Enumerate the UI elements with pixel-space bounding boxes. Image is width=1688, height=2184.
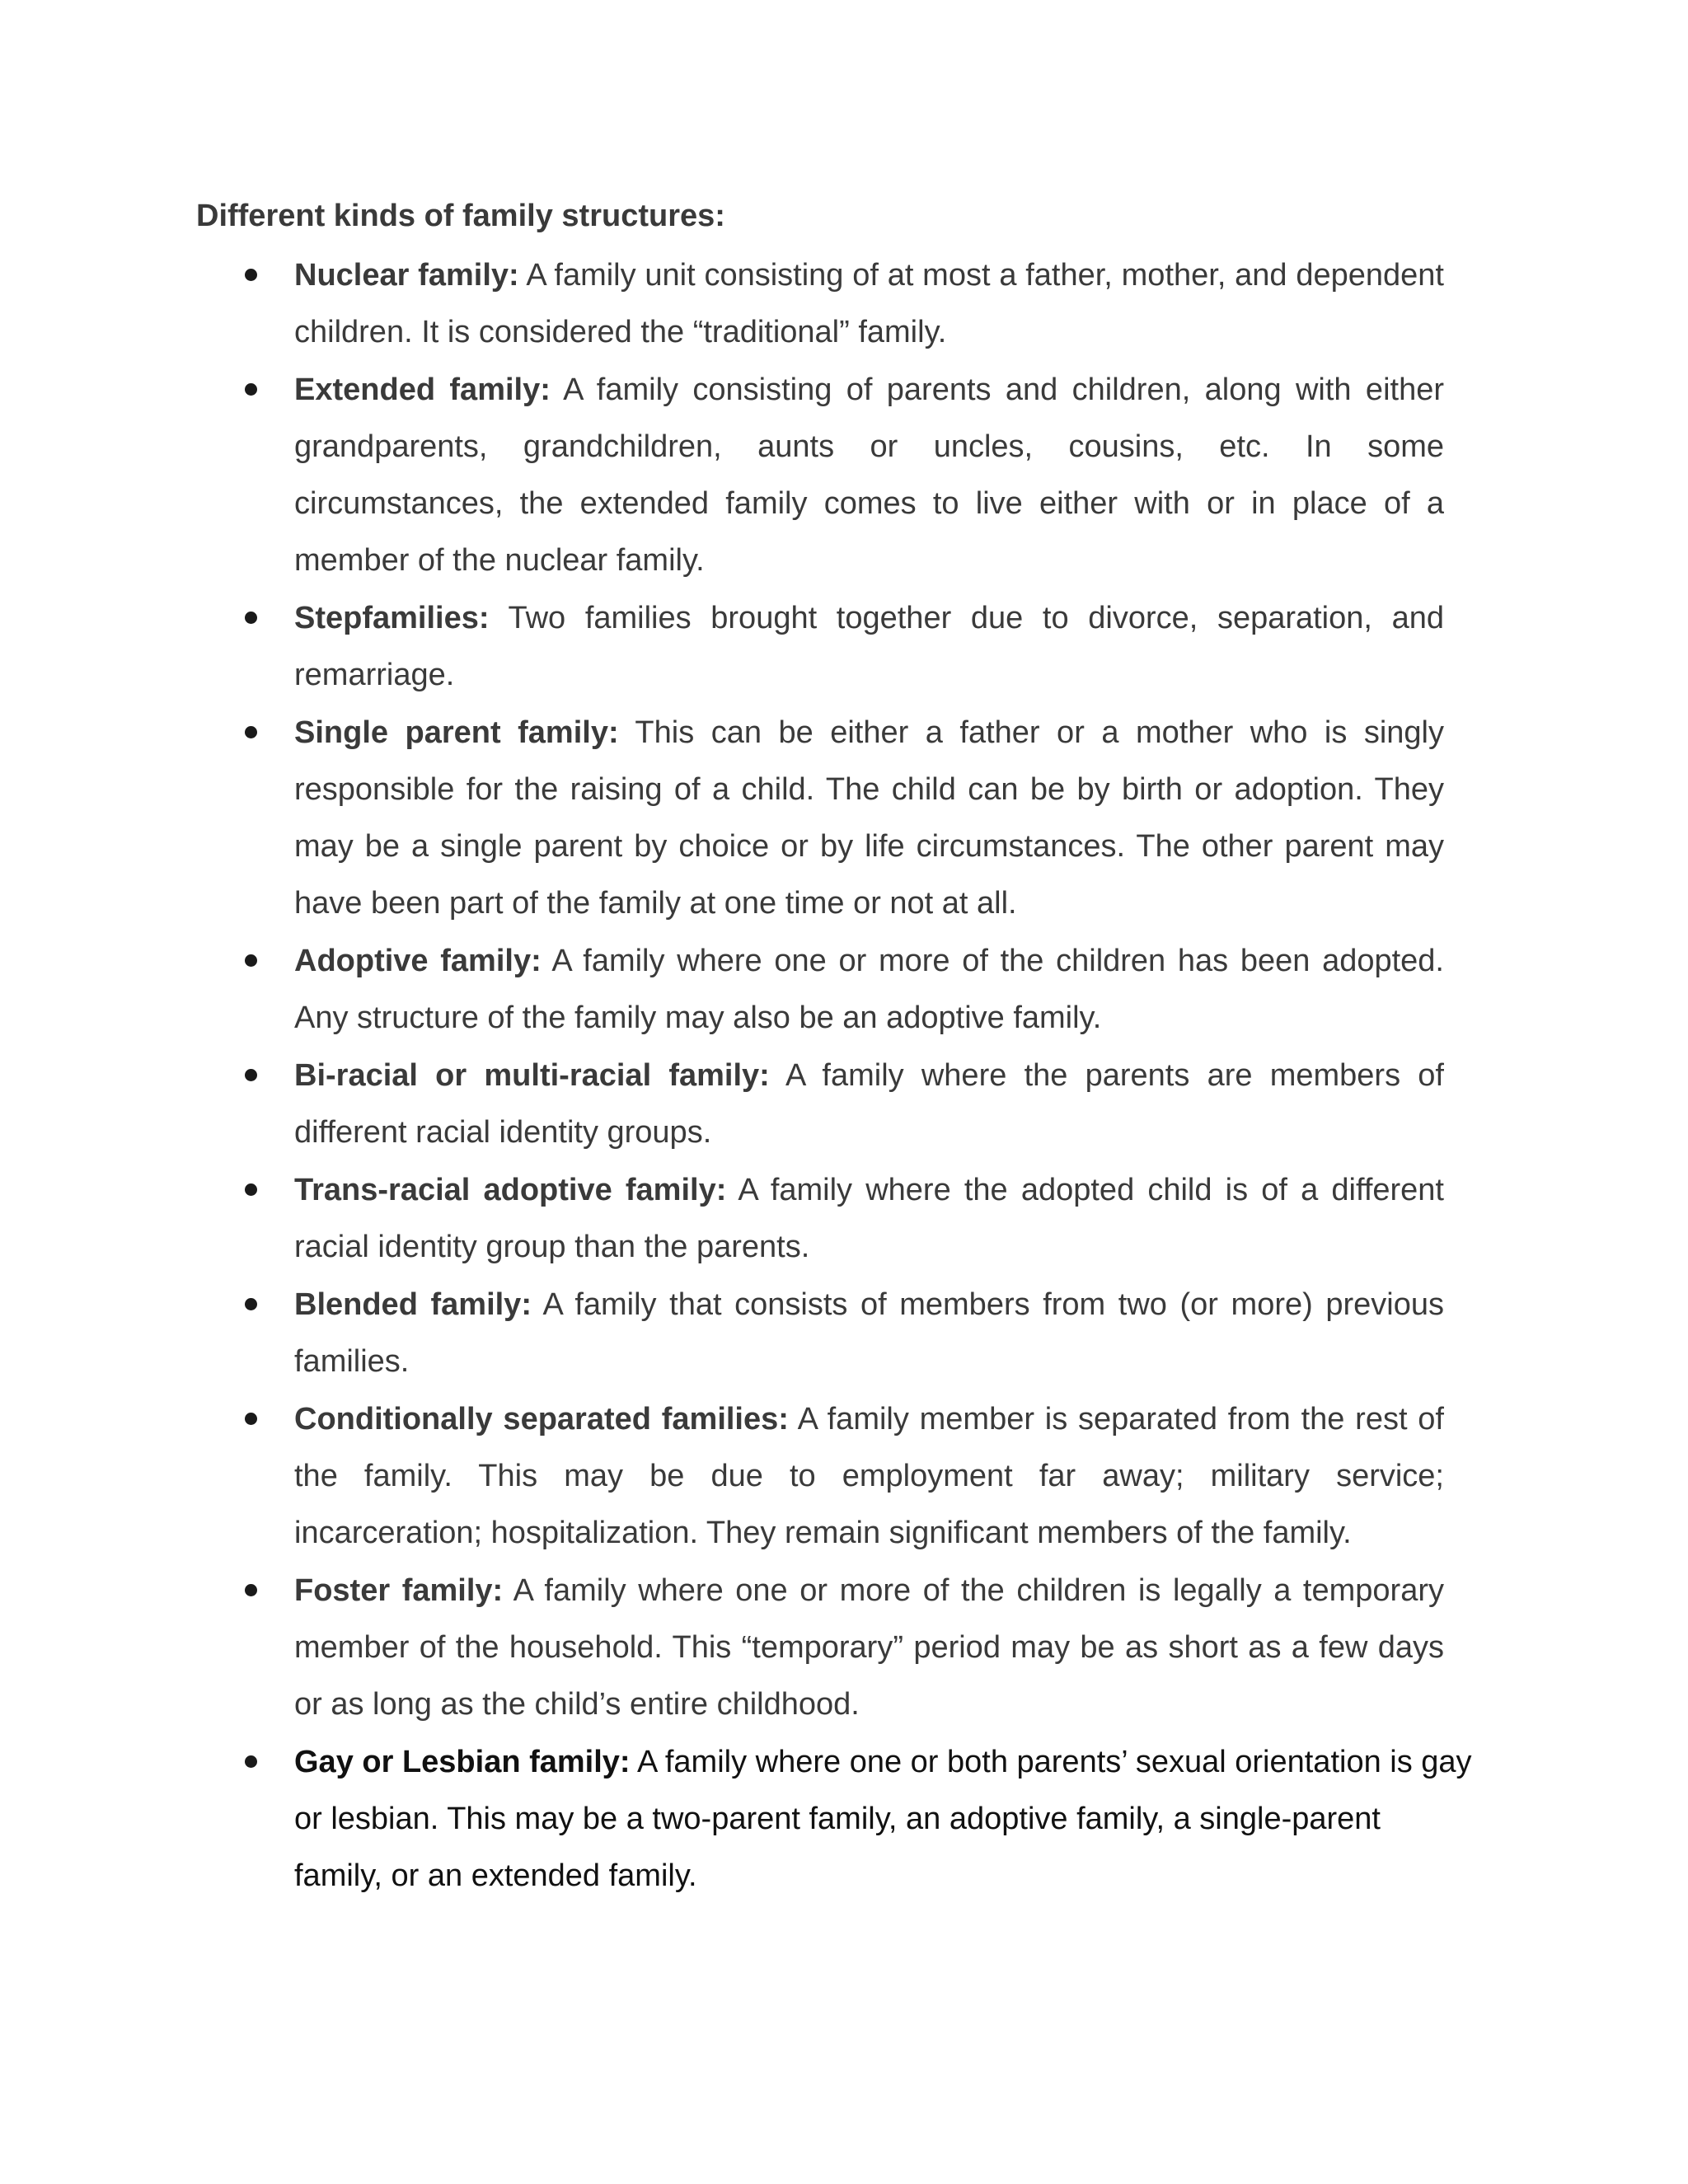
item-description: A family where the parents are members of different racial identity groups. — [294, 1058, 1444, 1150]
item-description: A family that consists of members from two (or more) previous families. — [294, 1287, 1444, 1379]
item-term: Gay or Lesbian family: — [294, 1745, 631, 1779]
bullet-icon — [245, 1755, 257, 1768]
list-item-biracial-family — [0, 1047, 1444, 1161]
item-term: Trans-racial adoptive family: — [294, 1173, 727, 1207]
item-description: A family where one or more of the children is legally a temporary member of the household. This “temporary” period may be as short as a few days or as long as the child’s entire childhood. — [294, 1573, 1444, 1722]
item-description: A family unit consisting of at most a father, mother, and dependent children. It is considered the “traditional” family. — [294, 258, 1444, 349]
family-structures-list — [0, 247, 1688, 1905]
bullet-icon — [245, 383, 257, 396]
item-term: Adoptive family: — [294, 944, 542, 978]
bullet-icon — [245, 1413, 257, 1425]
bullet-icon — [245, 1183, 257, 1196]
item-description: Two families brought together due to divorce, separation, and remarriage. — [294, 601, 1444, 692]
bullet-icon — [245, 1069, 257, 1081]
item-term: Foster family: — [294, 1573, 504, 1608]
item-term: Bi-racial or multi-racial family: — [294, 1058, 770, 1093]
bullet-icon — [245, 726, 257, 738]
list-item-stepfamilies — [0, 590, 1444, 704]
item-term: Stepfamilies: — [294, 601, 490, 635]
list-item-gay-or-lesbian-family — [0, 1734, 1473, 1905]
bullet-icon — [245, 269, 257, 281]
item-term: Extended family: — [294, 373, 551, 407]
bullet-icon — [245, 954, 257, 967]
list-item-conditionally-separated-families — [0, 1391, 1444, 1562]
item-description: A family consisting of parents and children, along with either grandparents, grandchildren, aunts or uncles, cousins, etc. In some circumstances, the extended family comes to live either with or in place of a member of the nuclear family. — [294, 373, 1444, 578]
item-description: A family where one or both parents’ sexual orientation is gay or lesbian. This may be a two-parent family, an adoptive family, a single-parent family, or an extended family. — [294, 1745, 1472, 1893]
list-item-adoptive-family — [0, 933, 1444, 1047]
bullet-icon — [245, 1584, 257, 1596]
bullet-icon — [245, 612, 257, 624]
item-description: A family member is separated from the rest of the family. This may be due to employment far away; military service; incarceration; hospitalization. They remain significant members of the family. — [294, 1402, 1444, 1550]
item-description: A family where one or more of the children has been adopted. Any structure of the family may also be an adoptive family. — [294, 944, 1444, 1035]
item-term: Conditionally separated families: — [294, 1402, 789, 1436]
bullet-icon — [245, 1298, 257, 1310]
list-item-single-parent-family — [0, 705, 1444, 932]
item-term: Blended family: — [294, 1287, 532, 1322]
item-description: A family where the adopted child is of a different racial identity group than the parents. — [294, 1173, 1444, 1264]
item-term: Single parent family: — [294, 715, 619, 750]
list-item-nuclear-family — [0, 247, 1444, 361]
list-item-extended-family — [0, 362, 1444, 589]
item-description: This can be either a father or a mother who is singly responsible for the raising of a child. The child can be by birth or adoption. They may be a single parent by choice or by life circumstances. The other parent may have been part of the family at one time or not at all. — [294, 715, 1445, 921]
list-item-foster-family — [0, 1563, 1444, 1733]
list-item-transracial-adoptive-family — [0, 1162, 1444, 1276]
page-heading: Different kinds of family structures: — [196, 199, 725, 233]
list-item-blended-family — [0, 1277, 1444, 1390]
item-term: Nuclear family: — [294, 258, 519, 293]
